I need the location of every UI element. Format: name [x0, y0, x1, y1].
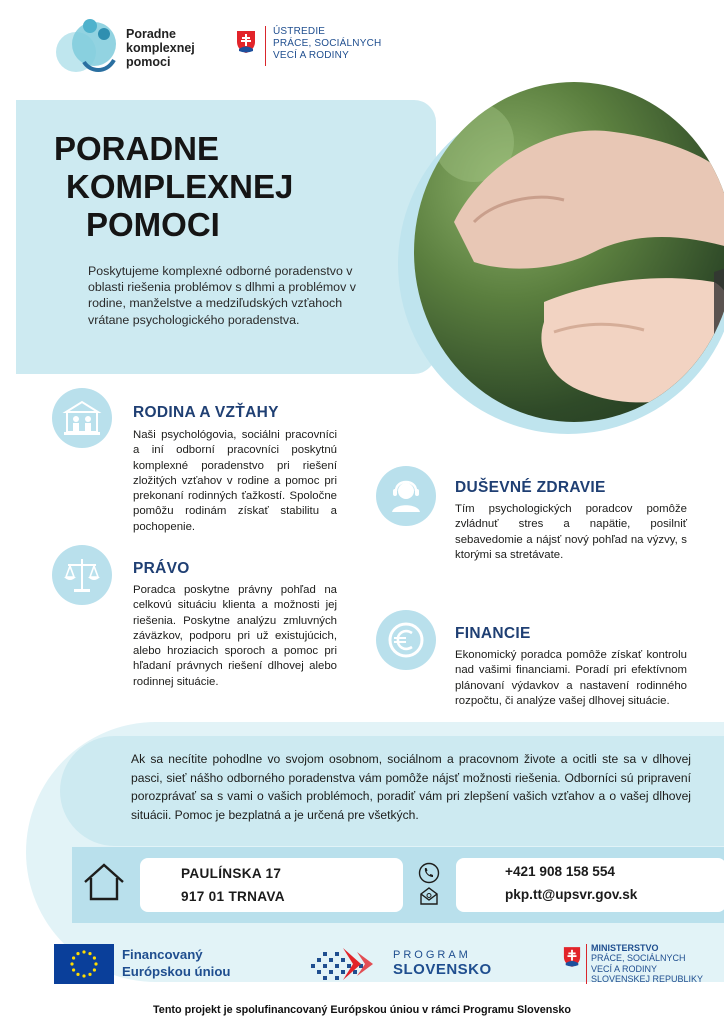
pravo-text: Poradca poskytne právny pohľad na celkovú situáciu klienta a možnosti jej riešenia. Poskytne analýzu zmluvných záväzkov, podporu pri už existujúcich, alebo hroziacich sporoch a pomoc pri hľadaní právnych riešení dlhovej alebo rodinnej situácie.	[133, 584, 337, 688]
euro-coin-icon	[376, 610, 436, 670]
mail-icon	[418, 885, 440, 907]
program-slovensko-mark-icon	[307, 942, 383, 988]
title-line-1: PORADNE	[54, 130, 220, 167]
program-name: SLOVENSKO	[393, 961, 492, 978]
contact-email[interactable]: pkp.tt@upsvr.gov.sk	[505, 887, 638, 902]
program-label: PROGRAM	[393, 949, 471, 961]
contact-phone[interactable]: +421 908 158 554	[505, 864, 615, 879]
family-building-icon	[52, 388, 112, 448]
upsvr-line-3: VECÍ A RODINY	[273, 50, 349, 61]
upsvr-logo-text	[273, 26, 381, 62]
eu-funding-text	[122, 946, 230, 980]
hero-description: Poskytujeme komplexné odborné poradenstvo v oblasti riešenia problémov s dlhmi a problémov v rodine, manželstve a medziľudských vzťahoch vrátane psychologického poradenstva.	[88, 264, 356, 327]
financie-text: Ekonomický poradca pomôže získať kontrolu nad vašimi financiami. Poradí pri efektívnom plánovaní výdavkov a nastavení rodinného rozpočtu, či analýze vašej dlhovej situácie.	[455, 649, 687, 707]
eu-line-2: Európskou úniou	[122, 964, 231, 979]
upsvr-line-2: PRÁCE, SOCIÁLNYCH	[273, 38, 382, 49]
poradne-logo-text	[126, 27, 195, 69]
title-line-2: KOMPLEXNEJ	[66, 168, 294, 205]
rodina-text: Naši psychológovia, sociálni pracovníci a iní odborní pracovníci poskytnú komplexné poradenstvo pri riešení zložitých vzťahov v rodine a pomoc pri prekonaní rodinných ťažkostí. Spoločne pomôžu rodinám získať stabilitu a pochopenie.	[133, 429, 337, 533]
phone-icon	[418, 862, 440, 884]
upsvr-line-1: ÚSTREDIE	[273, 26, 326, 37]
poradne-logo-icon	[54, 16, 130, 78]
address-street: PAULÍNSKA 17	[181, 866, 282, 881]
ministry-divider	[586, 944, 587, 984]
counselor-headset-icon	[376, 466, 436, 526]
title-line-3: POMOCI	[86, 206, 220, 243]
home-icon	[80, 858, 128, 906]
pravo-icon-badge	[52, 545, 112, 605]
eu-flag-icon	[54, 944, 114, 984]
rodina-icon-badge	[52, 388, 112, 448]
pravo-title: PRÁVO	[133, 560, 190, 577]
dusevne-title: DUŠEVNÉ ZDRAVIE	[455, 479, 606, 496]
financie-title: FINANCIE	[455, 625, 531, 642]
ministry-line-3: VECÍ A RODINY	[591, 963, 658, 974]
info-text: Ak sa necítite pohodlne vo svojom osobnom, sociálnom a pracovnom živote a ocitli ste sa v dlhovej pasci, sieť nášho odborného poradenstva vám pomôže nájsť možnosti riešenia. Odborníci sú pripravení porozprávať sa s vami o vašich problémoch, poradiť vám pri zlepšení vašich vzťahov a o vašej dlhovej situácii. Pomoc je bezplatná a je určená pre všetkých.	[131, 752, 691, 822]
hands-photo	[414, 82, 724, 422]
page-title	[54, 130, 293, 244]
rodina-title: RODINA A VZŤAHY	[133, 404, 279, 421]
ministry-line-4: SLOVENSKEJ REPUBLIKY	[591, 974, 704, 985]
ministry-line-2: PRÁCE, SOCIÁLNYCH	[591, 953, 686, 964]
logo-line-1: Poradne	[126, 27, 177, 41]
logo-line-3: pomoci	[126, 55, 171, 69]
dusevne-text: Tím psychologických poradcov pomôže zvládnuť stres a napätie, posilniť sebavedomie a nájsť nový pohľad na výzvy, s ktorými sa stretávate.	[455, 503, 687, 561]
address-city: 917 01 TRNAVA	[181, 889, 285, 904]
ministry-logo-text	[591, 943, 703, 985]
ministry-line-1: MINISTERSTVO	[591, 943, 659, 953]
footer-note: Tento projekt je spolufinancovaný Európskou úniou v rámci Programu Slovensko	[153, 1004, 571, 1016]
eu-line-1: Financovaný	[122, 947, 203, 962]
hands-illustration-icon	[414, 82, 724, 422]
dusevne-icon-badge	[376, 466, 436, 526]
slovak-crest-icon	[236, 30, 256, 54]
ministry-crest-icon	[563, 946, 581, 968]
scales-icon	[52, 545, 112, 605]
upsvr-divider	[265, 26, 266, 66]
logo-line-2: komplexnej	[126, 41, 195, 55]
financie-icon-badge	[376, 610, 436, 670]
